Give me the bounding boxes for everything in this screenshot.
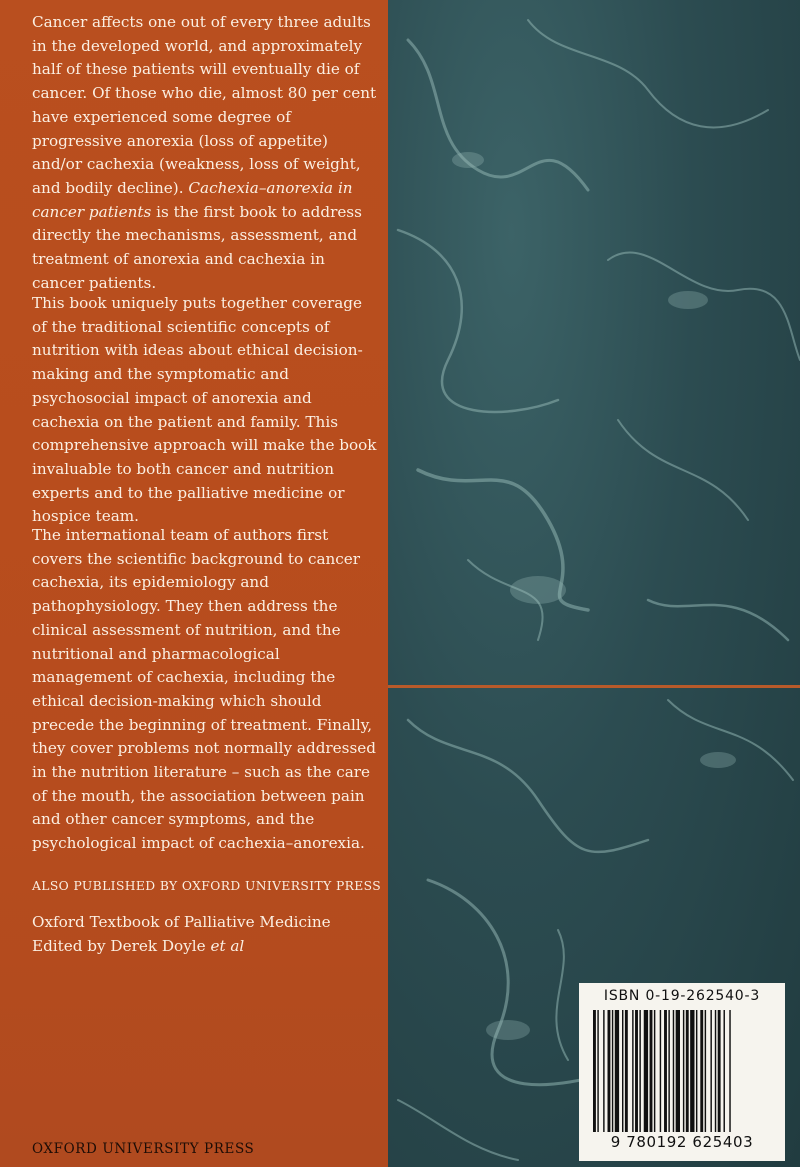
barcode-bar bbox=[668, 1010, 669, 1132]
barcode-bars bbox=[593, 1010, 771, 1132]
barcode-bar bbox=[632, 1010, 633, 1132]
related-title-block bbox=[32, 911, 331, 958]
barcode-bar bbox=[705, 1010, 706, 1132]
related-book-title: Oxford Textbook of Palliative Medicine bbox=[32, 913, 331, 931]
barcode-bar bbox=[729, 1010, 730, 1132]
book-title-italic: Cachexia–anorexia in cancer patients bbox=[32, 178, 353, 221]
blurb-paragraph-1-tail: is the first book to address directly the mechanisms, assessment, and treatment of anorexia and cachexia in cancer patients. bbox=[32, 202, 362, 292]
isbn-barcode-box bbox=[579, 983, 785, 1161]
also-published-heading: ALSO PUBLISHED BY OXFORD UNIVERSITY PRESS bbox=[32, 879, 382, 893]
blurb-paragraph-1-lead: Cancer affects one out of every three adults in the developed world, and approximately half of these patients will eventually die of cancer. Of those who die, almost 80 per cent have experienced some degree of progressive anorexia (loss of appetite) and/or cachexia (weakness, loss of weight, and bodily decline). bbox=[32, 13, 377, 197]
barcode-bar bbox=[683, 1010, 684, 1132]
barcode-bar bbox=[660, 1010, 661, 1132]
barcode-digits: 9 780192 625403 bbox=[610, 1133, 754, 1151]
barcode-bar bbox=[724, 1010, 725, 1132]
barcode-bar bbox=[700, 1010, 703, 1132]
blurb-paragraph-2: This book uniquely puts together coverage of the traditional scientific concepts of nutrition with ideas about ethical decision-making and the symptomatic and psychosocial impact of anorexia and cachexia on the patient and family. This comprehensive approach will make the book invaluable to both cancer and nutrition experts and to the palliative medicine or hospice team. bbox=[32, 294, 377, 526]
barcode-bar bbox=[597, 1010, 598, 1132]
related-book-editor bbox=[32, 935, 331, 959]
barcode-bar bbox=[696, 1010, 697, 1132]
barcode-bar bbox=[644, 1010, 648, 1132]
barcode-bar bbox=[608, 1010, 611, 1132]
barcode-bar bbox=[615, 1010, 619, 1132]
barcode-bar bbox=[715, 1010, 716, 1132]
blurb-paragraph-3: The international team of authors first covers the scientific background to cancer cachexia, its epidemiology and pathophysiology. They then address the clinical assessment of nutrition, and the nutritional and pharmacological management of cachexia, including the ethical decision-making which should precede the beginning of treatment. Finally, they cover problems not normally addressed in the nutrition literature – such as the care of the mouth, the association between pain and other cancer symptoms, and the psychological impact of cachexia–anorexia. bbox=[32, 526, 376, 853]
barcode-bar bbox=[635, 1010, 638, 1132]
cover-divider-line bbox=[388, 685, 800, 688]
barcode-bar bbox=[650, 1010, 653, 1132]
barcode-bar bbox=[593, 1010, 596, 1132]
blurb-paragraph-1 bbox=[32, 11, 377, 295]
isbn-label: ISBN 0-19-262540-3 bbox=[603, 988, 761, 1004]
barcode-bar bbox=[686, 1010, 689, 1132]
barcode-bar bbox=[654, 1010, 655, 1132]
barcode-bar bbox=[718, 1010, 721, 1132]
barcode-bar bbox=[664, 1010, 667, 1132]
barcode-bar bbox=[639, 1010, 640, 1132]
barcode-bar bbox=[710, 1010, 711, 1132]
barcode-bar bbox=[603, 1010, 604, 1132]
editor-name: Edited by Derek Doyle bbox=[32, 936, 211, 955]
barcode-bar bbox=[673, 1010, 674, 1132]
barcode-bar bbox=[612, 1010, 613, 1132]
barcode-bar bbox=[625, 1010, 628, 1132]
publisher-imprint: OXFORD UNIVERSITY PRESS bbox=[32, 1141, 255, 1157]
barcode-bar bbox=[676, 1010, 680, 1132]
barcode-bar bbox=[622, 1010, 623, 1132]
editor-et-al: et al bbox=[210, 936, 245, 955]
barcode-bar bbox=[690, 1010, 694, 1132]
